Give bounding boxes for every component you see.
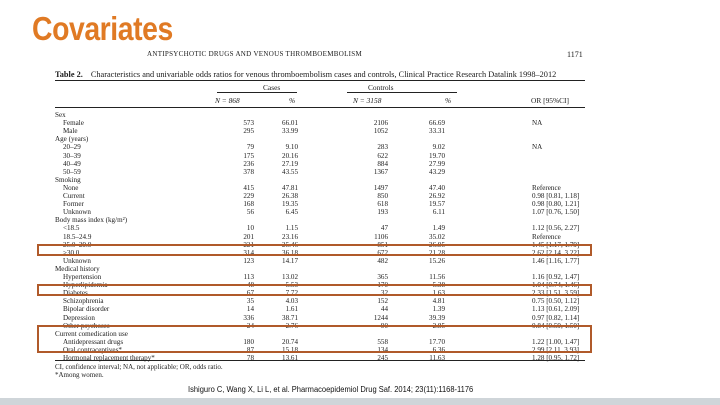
cell-c5: 0.84 [0.59, 1.50] (532, 321, 580, 330)
cell-c5: 1.45 [1.17, 1.79] (532, 240, 580, 249)
cell-c4: 11.63 (429, 354, 445, 362)
table-caption (55, 70, 556, 79)
cell-c1: 573 (243, 119, 254, 128)
cell-c3: 618 (377, 200, 388, 209)
cell-c5: 1.22 [1.00, 1.47] (532, 337, 580, 346)
table-row (55, 297, 585, 305)
cell-c2: 2.76 (285, 321, 298, 330)
group-header-controls: Controls (368, 83, 394, 92)
cell-c3: 850 (377, 192, 388, 200)
table-row (55, 168, 585, 176)
cell-c1: 48 (246, 281, 254, 290)
cell-c5: 1.46 [1.16, 1.77] (532, 256, 580, 265)
cell-c2: 9.10 (285, 143, 298, 152)
footnote-abbreviations: CI, confidence interval; NA, not applicable; OR, odds ratio. (55, 363, 223, 371)
cell-c1: 295 (243, 127, 254, 136)
row-label: Current comedication use (55, 329, 128, 338)
cell-c4: 17.70 (429, 337, 445, 346)
cell-c4: 66.69 (429, 119, 445, 128)
table-row (55, 143, 585, 151)
cell-c1: 113 (243, 273, 254, 281)
cell-c1: 10 (246, 224, 254, 233)
table-row (55, 184, 585, 192)
cell-c2: 15.18 (282, 345, 298, 354)
row-label: Other psychoses (63, 321, 110, 330)
column-header-controls-pct: % (445, 96, 452, 105)
group-header-cases: Cases (263, 83, 281, 92)
row-label: <18.5 (63, 224, 80, 233)
row-label: Body mass index (kg/m²) (55, 216, 128, 225)
row-label: Oral contraceptives* (63, 345, 122, 354)
cell-c4: 43.29 (429, 167, 445, 176)
row-label: 18.5–24.9 (63, 232, 92, 241)
table-row (55, 152, 585, 160)
column-header-controls-n: N = 3158 (353, 96, 382, 105)
cell-c2: 38.71 (282, 313, 298, 322)
highlight-bmi-obese (37, 244, 592, 256)
cell-c5: 0.98 [0.81, 1.18] (532, 192, 580, 200)
table-row (55, 160, 585, 168)
cell-c4: 15.26 (429, 256, 445, 265)
table-row (55, 200, 585, 208)
cell-c2: 23.16 (282, 232, 298, 241)
column-header-cases-n: N = 868 (215, 96, 240, 105)
table-row (55, 305, 585, 313)
cell-c3: 2106 (373, 119, 388, 128)
cell-c4: 21.28 (429, 248, 445, 257)
column-header-or: OR [95%CI] (531, 96, 569, 105)
table-row (55, 208, 585, 216)
bottom-bar (0, 398, 720, 405)
cell-c5: 2.99 [2.11, 3.93] (532, 345, 580, 354)
cell-c1: 378 (243, 167, 254, 176)
cell-c3: 193 (377, 208, 388, 217)
cell-c1: 229 (243, 192, 254, 200)
cell-c3: 1106 (374, 232, 388, 241)
table-row (55, 224, 585, 232)
cell-c2: 13.61 (282, 354, 298, 362)
cell-c5: NA (532, 143, 543, 152)
column-header-cases-pct: % (289, 96, 296, 105)
cell-c3: 672 (377, 248, 388, 257)
cell-c5: NA (532, 119, 543, 128)
cell-c5: 1.28 [0.95, 1.72] (532, 354, 580, 362)
row-label: Current (63, 192, 85, 200)
cell-c4: 35.02 (429, 232, 445, 241)
cell-c3: 482 (377, 256, 388, 265)
cell-c5: Reference (532, 183, 561, 192)
cell-c3: 365 (377, 273, 388, 281)
cell-c4: 26.95 (429, 240, 445, 249)
cell-c4: 26.92 (429, 192, 445, 200)
cell-c5: 1.07 [0.76, 1.50] (532, 208, 580, 217)
bottom-rule (55, 360, 585, 361)
row-label: Hormonal replacement therapy* (63, 354, 155, 362)
cell-c3: 1052 (373, 127, 388, 136)
cell-c5: 2.62 [2.14, 3.22] (532, 248, 580, 257)
cell-c1: 201 (243, 232, 254, 241)
page-number: 1171 (567, 50, 583, 59)
cell-c1: 87 (246, 345, 254, 354)
cell-c1: 168 (243, 200, 254, 209)
cell-c1: 415 (243, 183, 254, 192)
row-label: Antidepressant drugs (63, 337, 124, 346)
cell-c5: 1.04 [0.74, 1.46] (532, 281, 580, 290)
row-label: Smoking (55, 175, 81, 184)
cell-c5: 2.33 [1.51, 3.59] (532, 289, 580, 298)
cell-c4: 2.85 (432, 321, 445, 330)
row-label: Female (63, 119, 84, 128)
row-label: Unknown (63, 208, 91, 217)
citation: Ishiguro C, Wang X, Li L, et al. Pharmacoepidemiol Drug Saf. 2014; 23(11):1168-1176 (188, 385, 474, 394)
row-label: Medical history (55, 264, 100, 273)
highlight-diabetes (37, 284, 592, 296)
cell-c4: 47.40 (429, 183, 445, 192)
cell-c4: 19.70 (429, 151, 445, 160)
cell-c4: 6.36 (432, 345, 445, 354)
row-label: Unknown (63, 256, 91, 265)
table-row (55, 233, 585, 241)
table-section-heading (55, 135, 585, 143)
cell-c4: 19.57 (429, 200, 445, 209)
cell-c2: 33.99 (282, 127, 298, 136)
table-row (55, 119, 585, 127)
cell-c1: 175 (243, 151, 254, 160)
row-label: Hypertension (63, 273, 102, 281)
cell-c2: 14.17 (282, 256, 298, 265)
running-head: ANTIPSYCHOTIC DRUGS AND VENOUS THROMBOEMBOLISM (147, 50, 363, 58)
cell-c3: 884 (377, 159, 388, 168)
header-rule (55, 107, 585, 108)
cell-c3: 245 (377, 354, 388, 362)
cell-c3: 283 (377, 143, 388, 152)
table-section-heading (55, 176, 585, 184)
row-label: Sex (55, 111, 66, 119)
cell-c1: 14 (246, 305, 254, 314)
cell-c2: 36.18 (282, 248, 298, 257)
cell-c3: 152 (377, 297, 388, 306)
cell-c3: 134 (377, 345, 388, 354)
table-row (55, 314, 585, 322)
caption-text: Characteristics and univariable odds ratios for venous thromboembolism cases and controls, Clinical Practice Research Datalink 1998–2012 (90, 70, 557, 79)
top-rule (55, 80, 585, 81)
row-label: None (63, 183, 79, 192)
cell-c1: 221 (243, 240, 254, 249)
table-row (55, 127, 585, 135)
cell-c2: 6.45 (285, 208, 298, 217)
cell-c3: 32 (380, 289, 388, 298)
cell-c2: 20.74 (282, 337, 298, 346)
cell-c4: 9.02 (432, 143, 445, 152)
cell-c4: 6.11 (432, 208, 445, 217)
cell-c5: Reference (532, 232, 561, 241)
cell-c5: 1.12 [0.56, 2.27] (532, 224, 580, 233)
cell-c2: 5.53 (285, 281, 298, 290)
cell-c2: 26.38 (282, 192, 298, 200)
table-row (55, 192, 585, 200)
cell-c1: 78 (246, 354, 254, 362)
row-label: Male (63, 127, 78, 136)
cell-c3: 558 (377, 337, 388, 346)
cell-c1: 336 (243, 313, 254, 322)
row-label: ≥30.0 (63, 248, 80, 257)
cell-c2: 66.01 (282, 119, 298, 128)
row-label: 30–39 (63, 151, 81, 160)
cell-c4: 27.99 (429, 159, 445, 168)
cell-c5: 1.16 [0.92, 1.47] (532, 273, 580, 281)
cell-c2: 4.03 (285, 297, 298, 306)
row-label: Former (63, 200, 84, 209)
cell-c4: 1.63 (432, 289, 445, 298)
cell-c1: 24 (246, 321, 254, 330)
cell-c1: 35 (246, 297, 254, 306)
cell-c2: 7.72 (285, 289, 298, 298)
cell-c2: 13.02 (282, 273, 298, 281)
row-label: 50–59 (63, 167, 81, 176)
row-label: Schizophrenia (63, 297, 104, 306)
cell-c3: 1367 (373, 167, 388, 176)
cell-c1: 67 (246, 289, 254, 298)
cell-c1: 79 (246, 143, 254, 152)
table-row (55, 273, 585, 281)
cell-c1: 180 (243, 337, 254, 346)
row-label: 25.0–29.9 (63, 240, 92, 249)
row-label: Hyperlipidemia (63, 281, 108, 290)
cell-c5: 0.75 [0.50, 1.12] (532, 297, 580, 306)
table-section-heading (55, 216, 585, 224)
cell-c3: 851 (377, 240, 388, 249)
cell-c5: 0.98 [0.80, 1.21] (532, 200, 580, 209)
cell-c1: 123 (243, 256, 254, 265)
cell-c2: 19.35 (282, 200, 298, 209)
cell-c3: 170 (377, 281, 388, 290)
cell-c3: 90 (380, 321, 388, 330)
cell-c4: 1.49 (432, 224, 445, 233)
cell-c4: 1.39 (432, 305, 445, 314)
slide-title: Covariates (32, 10, 173, 47)
cell-c5: 1.13 [0.61, 2.09] (532, 305, 580, 314)
cell-c2: 27.19 (282, 159, 298, 168)
highlight-contraceptives-hrt (37, 325, 592, 353)
cell-c4: 39.39 (429, 313, 445, 322)
cell-c5: 0.97 [0.82, 1.14] (532, 313, 580, 322)
row-label: Age (years) (55, 135, 89, 144)
cell-c4: 33.31 (429, 127, 445, 136)
cell-c3: 47 (380, 224, 388, 233)
controls-rule (347, 92, 457, 93)
cases-rule (217, 92, 297, 93)
cell-c4: 5.38 (432, 281, 445, 290)
table-section-heading (55, 111, 585, 119)
cell-c3: 1244 (373, 313, 388, 322)
row-label: Bipolar disorder (63, 305, 110, 314)
row-label: 20–29 (63, 143, 81, 152)
table-section-heading (55, 265, 585, 273)
cell-c4: 4.81 (432, 297, 445, 306)
row-label: Depression (63, 313, 95, 322)
table-label: Table 2. (55, 70, 83, 79)
cell-c2: 47.81 (282, 183, 298, 192)
cell-c1: 236 (243, 159, 254, 168)
cell-c4: 11.56 (429, 273, 445, 281)
cell-c3: 622 (377, 151, 388, 160)
cell-c2: 25.46 (282, 240, 298, 249)
footnote-women: *Among women. (55, 371, 104, 379)
cell-c2: 1.61 (285, 305, 298, 314)
cell-c2: 1.15 (285, 224, 298, 233)
cell-c2: 43.55 (282, 167, 298, 176)
cell-c3: 1497 (373, 183, 388, 192)
cell-c1: 56 (246, 208, 254, 217)
row-label: Diabetes (63, 289, 88, 298)
cell-c1: 314 (243, 248, 254, 257)
cell-c3: 44 (380, 305, 388, 314)
table-row (55, 257, 585, 265)
cell-c2: 20.16 (282, 151, 298, 160)
row-label: 40–49 (63, 159, 81, 168)
